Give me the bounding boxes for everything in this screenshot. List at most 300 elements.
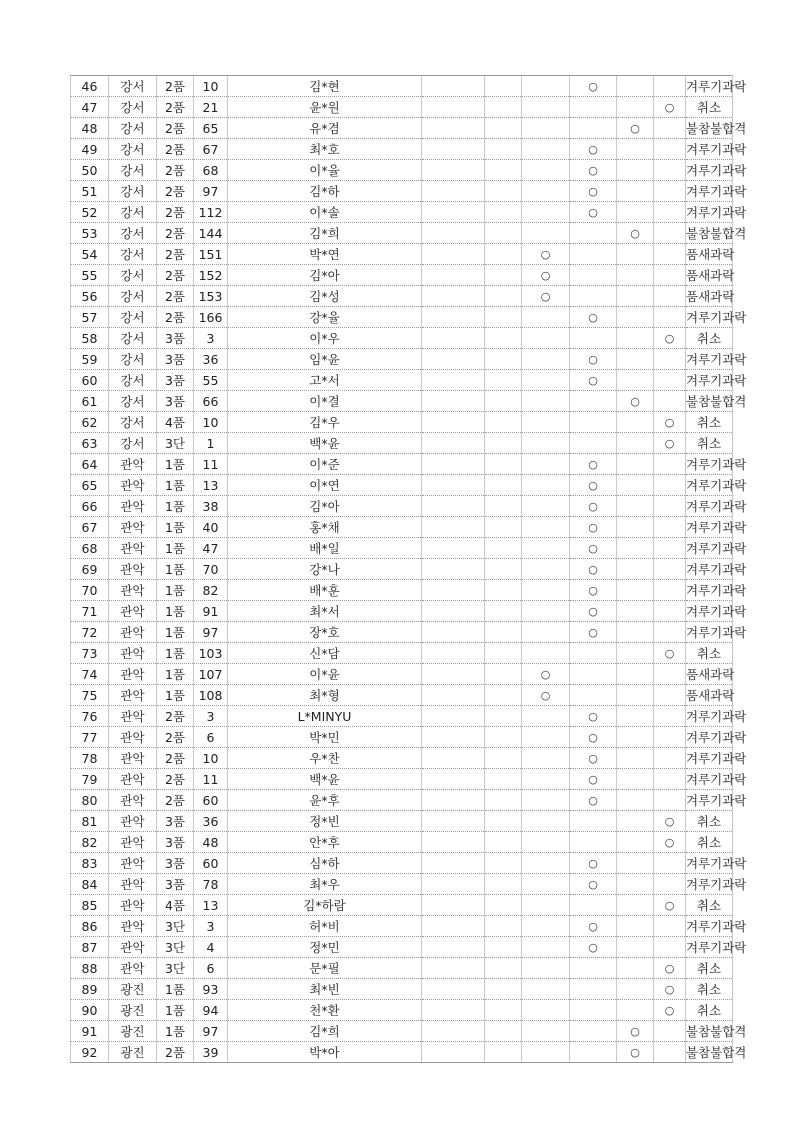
- cell-branch: 관악: [109, 727, 157, 748]
- cell-no: 67: [71, 517, 109, 538]
- cell-check-2: [485, 139, 522, 160]
- cell-check-4: [570, 496, 617, 517]
- cell-check-5: [617, 937, 654, 958]
- cell-branch: 강서: [109, 391, 157, 412]
- cell-check-3: [522, 412, 570, 433]
- cell-check-1: [422, 979, 485, 1000]
- cell-name: 안*후: [228, 832, 422, 853]
- cell-num: 36: [194, 349, 228, 370]
- cell-check-4: [570, 937, 617, 958]
- cell-grade: 3단: [157, 916, 194, 937]
- table-row: [71, 706, 733, 727]
- cell-num: 10: [194, 76, 228, 97]
- cell-result: 겨루기과락: [686, 727, 733, 748]
- cell-check-5: [617, 517, 654, 538]
- cell-result: 겨루기과락: [686, 538, 733, 559]
- cell-branch: 관악: [109, 517, 157, 538]
- cell-branch: 관악: [109, 853, 157, 874]
- cell-branch: 강서: [109, 286, 157, 307]
- cell-check-4: [570, 811, 617, 832]
- cell-branch: 강서: [109, 307, 157, 328]
- cell-name: 홍*채: [228, 517, 422, 538]
- check-mark-icon: ○: [630, 1046, 640, 1059]
- cell-grade: 2품: [157, 265, 194, 286]
- table-row: [71, 349, 733, 370]
- cell-no: 64: [71, 454, 109, 475]
- cell-check-4: [570, 286, 617, 307]
- cell-no: 86: [71, 916, 109, 937]
- cell-check-5: [617, 286, 654, 307]
- cell-result: 품새과락: [686, 286, 733, 307]
- cell-check-4: [570, 433, 617, 454]
- cell-name: 신*담: [228, 643, 422, 664]
- cell-check-1: [422, 580, 485, 601]
- cell-name: 이*연: [228, 475, 422, 496]
- table-row: [71, 76, 733, 97]
- cell-no: 51: [71, 181, 109, 202]
- cell-check-1: [422, 853, 485, 874]
- cell-check-5: [617, 895, 654, 916]
- cell-grade: 3품: [157, 811, 194, 832]
- cell-check-4: [570, 769, 617, 790]
- cell-no: 90: [71, 1000, 109, 1021]
- cell-branch: 관악: [109, 769, 157, 790]
- table-row: [71, 328, 733, 349]
- cell-check-6: [654, 76, 686, 97]
- table-row: [71, 811, 733, 832]
- table-row: [71, 664, 733, 685]
- cell-check-5: [617, 496, 654, 517]
- check-mark-icon: ○: [540, 290, 551, 303]
- cell-result: 겨루기과락: [686, 769, 733, 790]
- cell-check-2: [485, 118, 522, 139]
- cell-branch: 관악: [109, 958, 157, 979]
- table-row: [71, 832, 733, 853]
- cell-check-6: [654, 496, 686, 517]
- cell-check-2: [485, 475, 522, 496]
- cell-num: 107: [194, 664, 228, 685]
- cell-check-6: [654, 622, 686, 643]
- table-row: [71, 685, 733, 706]
- cell-check-2: [485, 664, 522, 685]
- cell-grade: 2품: [157, 244, 194, 265]
- table-row: [71, 286, 733, 307]
- cell-check-1: [422, 1000, 485, 1021]
- cell-check-2: [485, 748, 522, 769]
- cell-check-2: [485, 517, 522, 538]
- cell-branch: 관악: [109, 895, 157, 916]
- cell-no: 46: [71, 76, 109, 97]
- cell-check-1: [422, 937, 485, 958]
- cell-no: 83: [71, 853, 109, 874]
- cell-branch: 관악: [109, 496, 157, 517]
- cell-grade: 1품: [157, 538, 194, 559]
- cell-check-1: [422, 601, 485, 622]
- cell-branch: 관악: [109, 559, 157, 580]
- table-row: [71, 391, 733, 412]
- cell-check-2: [485, 286, 522, 307]
- cell-check-3: [522, 916, 570, 937]
- cell-check-6: [654, 97, 686, 118]
- cell-grade: 1품: [157, 496, 194, 517]
- cell-check-4: [570, 958, 617, 979]
- cell-num: 13: [194, 895, 228, 916]
- cell-check-1: [422, 265, 485, 286]
- cell-num: 10: [194, 412, 228, 433]
- cell-check-3: [522, 475, 570, 496]
- cell-grade: 1품: [157, 1000, 194, 1021]
- cell-check-2: [485, 622, 522, 643]
- cell-check-5: [617, 727, 654, 748]
- cell-grade: 1품: [157, 979, 194, 1000]
- cell-branch: 관악: [109, 916, 157, 937]
- cell-num: 153: [194, 286, 228, 307]
- cell-no: 50: [71, 160, 109, 181]
- cell-check-4: [570, 328, 617, 349]
- check-mark-icon: ○: [664, 962, 675, 975]
- cell-grade: 2품: [157, 181, 194, 202]
- check-mark-icon: ○: [540, 689, 551, 702]
- cell-num: 6: [194, 727, 228, 748]
- table-row: [71, 790, 733, 811]
- cell-branch: 관악: [109, 580, 157, 601]
- cell-branch: 관악: [109, 601, 157, 622]
- check-mark-icon: ○: [588, 311, 598, 324]
- table-row: [71, 160, 733, 181]
- cell-check-1: [422, 727, 485, 748]
- cell-check-1: [422, 643, 485, 664]
- cell-check-6: [654, 580, 686, 601]
- cell-no: 69: [71, 559, 109, 580]
- cell-no: 63: [71, 433, 109, 454]
- cell-num: 4: [194, 937, 228, 958]
- cell-check-6: [654, 160, 686, 181]
- cell-check-2: [485, 685, 522, 706]
- cell-grade: 1품: [157, 622, 194, 643]
- cell-num: 112: [194, 202, 228, 223]
- cell-check-1: [422, 496, 485, 517]
- check-mark-icon: ○: [588, 458, 598, 471]
- cell-check-3: [522, 664, 570, 685]
- cell-check-3: [522, 328, 570, 349]
- cell-result: 겨루기과락: [686, 916, 733, 937]
- cell-name: 윤*원: [228, 97, 422, 118]
- cell-no: 73: [71, 643, 109, 664]
- cell-check-1: [422, 223, 485, 244]
- cell-branch: 관악: [109, 454, 157, 475]
- cell-check-5: [617, 1042, 654, 1063]
- cell-check-4: [570, 1042, 617, 1063]
- cell-check-1: [422, 538, 485, 559]
- cell-check-4: [570, 559, 617, 580]
- cell-check-3: [522, 832, 570, 853]
- cell-check-5: [617, 1000, 654, 1021]
- cell-check-4: [570, 97, 617, 118]
- cell-check-2: [485, 223, 522, 244]
- cell-branch: 광진: [109, 1021, 157, 1042]
- cell-result: 겨루기과락: [686, 517, 733, 538]
- check-mark-icon: ○: [664, 332, 675, 345]
- cell-num: 151: [194, 244, 228, 265]
- check-mark-icon: ○: [588, 857, 598, 870]
- cell-result: 겨루기과락: [686, 706, 733, 727]
- check-mark-icon: ○: [588, 353, 598, 366]
- check-mark-icon: ○: [588, 542, 598, 555]
- cell-check-1: [422, 244, 485, 265]
- table-row: [71, 223, 733, 244]
- cell-check-5: [617, 664, 654, 685]
- cell-num: 94: [194, 1000, 228, 1021]
- cell-check-3: [522, 307, 570, 328]
- cell-check-6: [654, 1021, 686, 1042]
- cell-check-2: [485, 601, 522, 622]
- cell-check-6: [654, 790, 686, 811]
- cell-num: 91: [194, 601, 228, 622]
- cell-grade: 3단: [157, 433, 194, 454]
- cell-name: 이*율: [228, 160, 422, 181]
- cell-result: 품새과락: [686, 685, 733, 706]
- cell-check-1: [422, 706, 485, 727]
- cell-no: 75: [71, 685, 109, 706]
- check-mark-icon: ○: [588, 731, 598, 744]
- cell-check-4: [570, 160, 617, 181]
- cell-num: 66: [194, 391, 228, 412]
- cell-no: 85: [71, 895, 109, 916]
- table-body: [71, 76, 747, 1063]
- cell-grade: 2품: [157, 76, 194, 97]
- cell-branch: 강서: [109, 223, 157, 244]
- cell-check-3: [522, 118, 570, 139]
- cell-check-5: [617, 454, 654, 475]
- table-row: [71, 748, 733, 769]
- cell-num: 97: [194, 622, 228, 643]
- cell-check-4: [570, 832, 617, 853]
- cell-check-3: [522, 622, 570, 643]
- cell-name: 유*겸: [228, 118, 422, 139]
- cell-name: 최*서: [228, 601, 422, 622]
- cell-check-3: [522, 391, 570, 412]
- table-row: [71, 601, 733, 622]
- cell-result: 겨루기과락: [686, 748, 733, 769]
- cell-check-4: [570, 979, 617, 1000]
- cell-check-4: [570, 76, 617, 97]
- cell-check-5: [617, 748, 654, 769]
- cell-check-3: [522, 1042, 570, 1063]
- cell-check-1: [422, 160, 485, 181]
- cell-no: 65: [71, 475, 109, 496]
- cell-check-4: [570, 475, 617, 496]
- cell-name: 김*우: [228, 412, 422, 433]
- cell-check-3: [522, 874, 570, 895]
- cell-num: 144: [194, 223, 228, 244]
- cell-grade: 1품: [157, 559, 194, 580]
- cell-branch: 강서: [109, 76, 157, 97]
- table-row: [71, 559, 733, 580]
- cell-num: 78: [194, 874, 228, 895]
- cell-check-5: [617, 811, 654, 832]
- cell-name: 김*하: [228, 181, 422, 202]
- cell-check-6: [654, 937, 686, 958]
- check-mark-icon: ○: [588, 185, 598, 198]
- cell-check-3: [522, 496, 570, 517]
- cell-check-1: [422, 769, 485, 790]
- cell-check-5: [617, 832, 654, 853]
- cell-grade: 2품: [157, 286, 194, 307]
- cell-check-4: [570, 349, 617, 370]
- cell-check-3: [522, 202, 570, 223]
- cell-no: 76: [71, 706, 109, 727]
- cell-branch: 강서: [109, 118, 157, 139]
- cell-result: 품새과락: [686, 664, 733, 685]
- cell-check-6: [654, 601, 686, 622]
- check-mark-icon: ○: [588, 773, 598, 786]
- cell-check-3: [522, 685, 570, 706]
- cell-check-1: [422, 412, 485, 433]
- cell-check-6: [654, 643, 686, 664]
- cell-result: 겨루기과락: [686, 790, 733, 811]
- cell-branch: 관악: [109, 790, 157, 811]
- cell-name: 백*윤: [228, 769, 422, 790]
- cell-no: 84: [71, 874, 109, 895]
- cell-grade: 3품: [157, 832, 194, 853]
- cell-check-3: [522, 265, 570, 286]
- cell-check-4: [570, 391, 617, 412]
- cell-grade: 2품: [157, 748, 194, 769]
- cell-name: 임*윤: [228, 349, 422, 370]
- cell-check-1: [422, 202, 485, 223]
- check-mark-icon: ○: [588, 143, 598, 156]
- cell-check-2: [485, 727, 522, 748]
- cell-check-1: [422, 454, 485, 475]
- cell-result: 취소: [686, 433, 733, 454]
- cell-grade: 1품: [157, 454, 194, 475]
- cell-branch: 관악: [109, 475, 157, 496]
- cell-check-5: [617, 118, 654, 139]
- cell-grade: 1품: [157, 664, 194, 685]
- cell-check-4: [570, 370, 617, 391]
- cell-check-3: [522, 580, 570, 601]
- cell-grade: 2품: [157, 769, 194, 790]
- cell-grade: 2품: [157, 139, 194, 160]
- table-row: [71, 979, 733, 1000]
- table-row: [71, 181, 733, 202]
- cell-check-4: [570, 412, 617, 433]
- cell-check-5: [617, 265, 654, 286]
- cell-check-6: [654, 559, 686, 580]
- cell-check-5: [617, 1021, 654, 1042]
- cell-check-2: [485, 958, 522, 979]
- cell-branch: 강서: [109, 328, 157, 349]
- check-mark-icon: ○: [540, 668, 551, 681]
- cell-check-4: [570, 853, 617, 874]
- cell-num: 11: [194, 769, 228, 790]
- cell-name: 최*형: [228, 685, 422, 706]
- cell-no: 61: [71, 391, 109, 412]
- table-row: [71, 139, 733, 160]
- cell-grade: 2품: [157, 790, 194, 811]
- cell-result: 취소: [686, 895, 733, 916]
- cell-check-3: [522, 244, 570, 265]
- check-mark-icon: ○: [630, 227, 640, 240]
- cell-result: 겨루기과락: [686, 496, 733, 517]
- cell-name: 김*현: [228, 76, 422, 97]
- cell-result: 불참불합격: [686, 391, 733, 412]
- table-row: [71, 538, 733, 559]
- cell-num: 67: [194, 139, 228, 160]
- cell-check-3: [522, 223, 570, 244]
- cell-check-2: [485, 181, 522, 202]
- cell-check-5: [617, 538, 654, 559]
- cell-num: 10: [194, 748, 228, 769]
- cell-check-4: [570, 748, 617, 769]
- cell-no: 58: [71, 328, 109, 349]
- cell-branch: 강서: [109, 349, 157, 370]
- cell-check-5: [617, 580, 654, 601]
- cell-check-4: [570, 118, 617, 139]
- cell-check-6: [654, 685, 686, 706]
- cell-name: 박*연: [228, 244, 422, 265]
- cell-check-1: [422, 1042, 485, 1063]
- check-mark-icon: ○: [540, 248, 551, 261]
- cell-name: 장*호: [228, 622, 422, 643]
- cell-check-3: [522, 601, 570, 622]
- cell-no: 57: [71, 307, 109, 328]
- cell-check-2: [485, 643, 522, 664]
- cell-check-2: [485, 1021, 522, 1042]
- cell-check-3: [522, 160, 570, 181]
- cell-grade: 3단: [157, 958, 194, 979]
- cell-check-6: [654, 349, 686, 370]
- check-mark-icon: ○: [588, 164, 598, 177]
- cell-check-2: [485, 790, 522, 811]
- cell-check-3: [522, 97, 570, 118]
- cell-check-1: [422, 811, 485, 832]
- cell-check-3: [522, 1000, 570, 1021]
- cell-name: 김*희: [228, 1021, 422, 1042]
- cell-check-2: [485, 811, 522, 832]
- cell-grade: 3품: [157, 349, 194, 370]
- cell-check-4: [570, 601, 617, 622]
- cell-check-6: [654, 832, 686, 853]
- cell-check-6: [654, 139, 686, 160]
- cell-check-1: [422, 286, 485, 307]
- cell-check-1: [422, 76, 485, 97]
- cell-check-2: [485, 538, 522, 559]
- cell-no: 91: [71, 1021, 109, 1042]
- table-row: [71, 496, 733, 517]
- cell-num: 39: [194, 1042, 228, 1063]
- cell-branch: 관악: [109, 874, 157, 895]
- cell-check-4: [570, 517, 617, 538]
- check-mark-icon: ○: [664, 899, 675, 912]
- cell-name: 김*아: [228, 265, 422, 286]
- cell-check-6: [654, 286, 686, 307]
- cell-check-5: [617, 223, 654, 244]
- cell-check-5: [617, 769, 654, 790]
- check-mark-icon: ○: [664, 815, 675, 828]
- cell-name: 윤*후: [228, 790, 422, 811]
- check-mark-icon: ○: [588, 584, 598, 597]
- cell-name: 문*필: [228, 958, 422, 979]
- cell-grade: 4품: [157, 895, 194, 916]
- cell-check-6: [654, 433, 686, 454]
- cell-num: 93: [194, 979, 228, 1000]
- cell-result: 겨루기과락: [686, 160, 733, 181]
- cell-grade: 2품: [157, 202, 194, 223]
- cell-grade: 2품: [157, 223, 194, 244]
- check-mark-icon: ○: [664, 983, 675, 996]
- cell-check-1: [422, 181, 485, 202]
